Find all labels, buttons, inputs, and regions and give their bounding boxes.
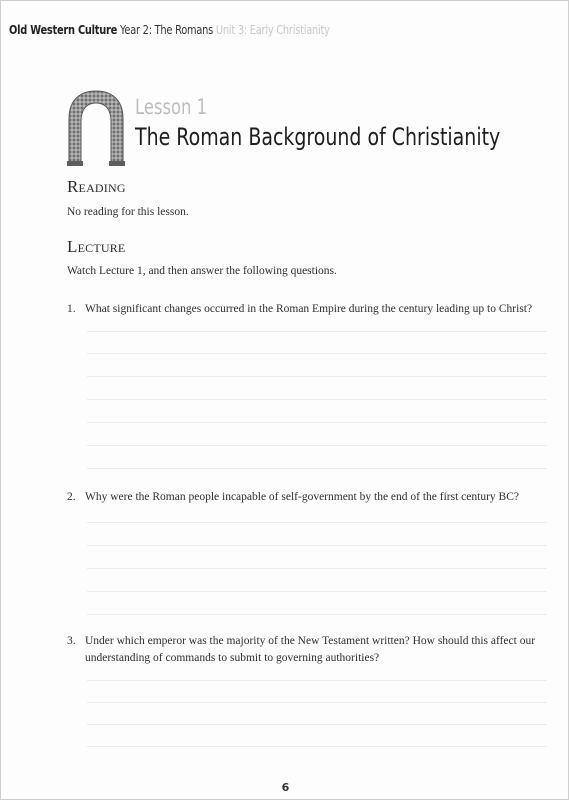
answer-line[interactable] — [87, 568, 547, 569]
answer-line[interactable] — [87, 680, 547, 681]
running-head — [9, 23, 330, 37]
reading-text: No reading for this lesson. — [67, 206, 189, 218]
answer-line[interactable] — [87, 445, 547, 446]
lecture-instructions: Watch Lecture 1, and then answer the following questions. — [67, 265, 337, 277]
answer-line[interactable] — [87, 376, 547, 377]
answer-line[interactable] — [87, 724, 547, 725]
arch-icon — [65, 87, 127, 167]
answer-line[interactable] — [87, 702, 547, 703]
question-text: Under which emperor was the majority of the New Testament written? How should this affect our understanding of commands to submit to governing authorities? — [85, 635, 536, 664]
answer-line[interactable] — [87, 468, 547, 469]
question-1 — [67, 301, 549, 318]
page-number: 6 — [281, 781, 290, 794]
answer-line[interactable] — [87, 353, 547, 354]
answer-line[interactable] — [87, 331, 547, 332]
year-title: Year 2: The Romans — [119, 23, 214, 37]
answer-line[interactable] — [87, 522, 547, 523]
unit-title: Unit 3: Early Christianity — [215, 23, 330, 37]
question-3 — [67, 633, 549, 667]
lesson-title: The Roman Background of Christianity — [135, 123, 501, 151]
answer-line[interactable] — [87, 591, 547, 592]
question-text: Why were the Roman people incapable of self-government by the end of the first century BC? — [85, 491, 519, 503]
question-text: What significant changes occurred in the Roman Empire during the century leading up to Christ? — [85, 303, 533, 315]
question-number: 1. — [67, 303, 76, 315]
answer-line[interactable] — [87, 399, 547, 400]
answer-line[interactable] — [87, 614, 547, 615]
lesson-number: Lesson 1 — [135, 95, 208, 119]
lecture-heading: Lecture — [67, 237, 126, 256]
answer-line[interactable] — [87, 422, 547, 423]
question-number: 3. — [67, 635, 76, 647]
answer-line[interactable] — [87, 545, 547, 546]
reading-heading: Reading — [67, 177, 126, 196]
series-title: Old Western Culture — [9, 23, 118, 37]
question-2 — [67, 489, 549, 506]
question-number: 2. — [67, 491, 76, 503]
answer-line[interactable] — [87, 746, 547, 747]
